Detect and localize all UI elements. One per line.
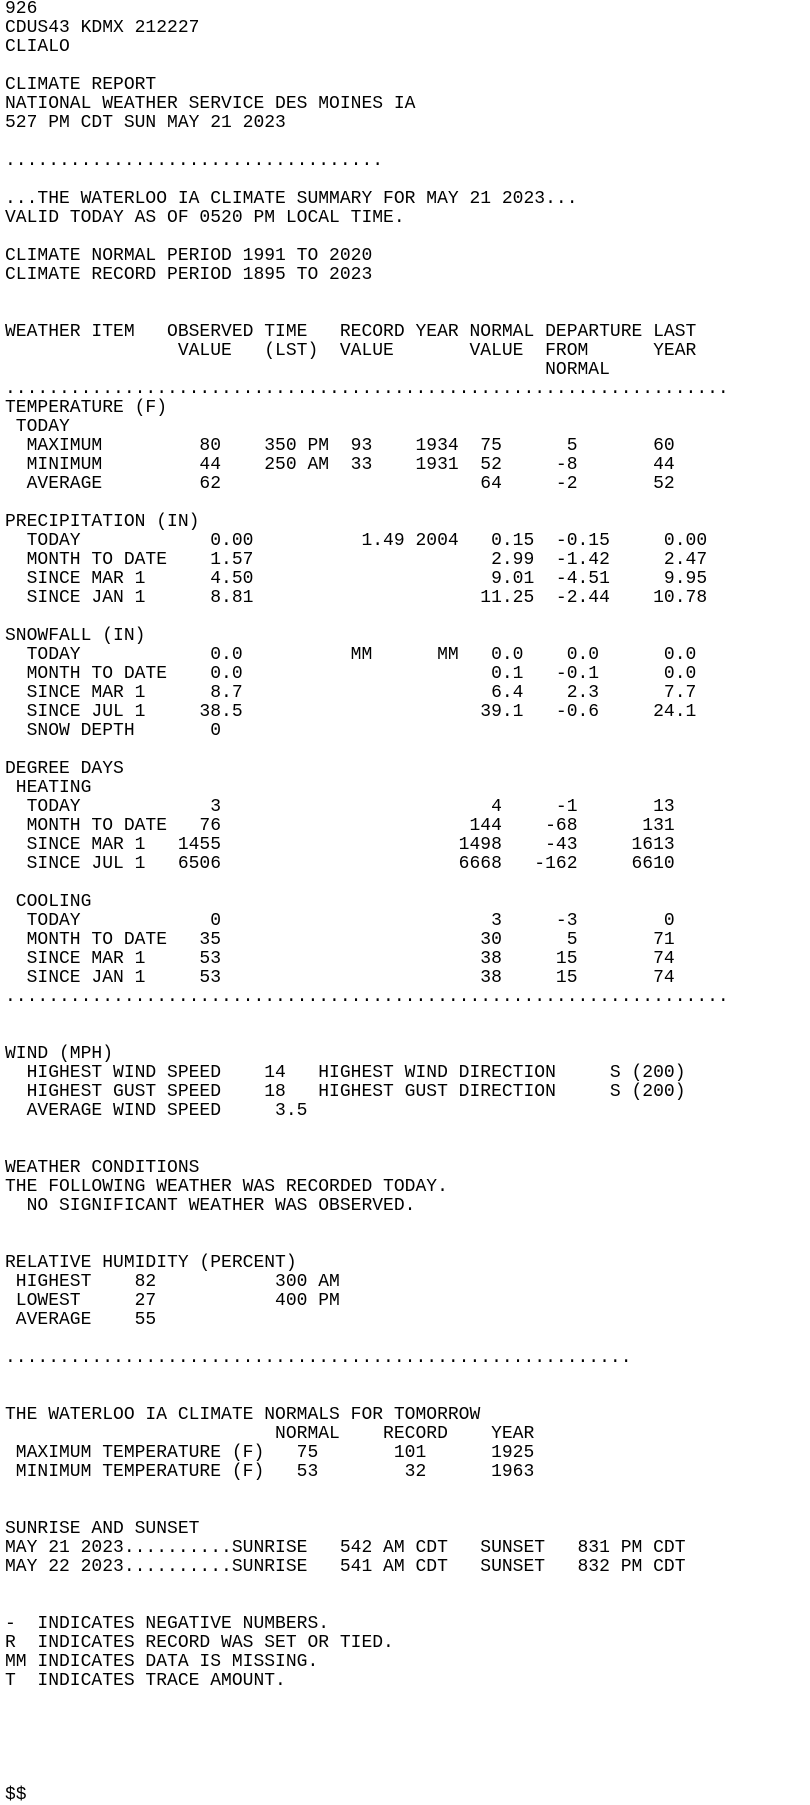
report-line: T INDICATES TRACE AMOUNT. — [5, 1671, 286, 1691]
report-line — [5, 494, 810, 513]
report-line: SINCE MAR 1 1455 1498 -43 1613 — [5, 835, 675, 855]
report-line: SINCE MAR 1 53 38 15 74 — [5, 949, 675, 969]
report-line: SNOW DEPTH 0 — [5, 721, 222, 741]
report-line: MONTH TO DATE 76 144 -68 131 — [5, 816, 675, 836]
report-line: 926 — [5, 0, 38, 19]
report-line: NORMAL RECORD YEAR — [5, 1424, 535, 1444]
report-line: SUNRISE AND SUNSET — [5, 1519, 200, 1539]
report-line: VALUE (LST) VALUE VALUE FROM YEAR — [5, 341, 697, 361]
report-line: COOLING — [5, 892, 92, 912]
report-line: ................................... — [5, 151, 384, 171]
report-line: SINCE MAR 1 8.7 6.4 2.3 7.7 — [5, 683, 697, 703]
report-line: TODAY 0 3 -3 0 — [5, 911, 675, 931]
report-line — [5, 171, 810, 190]
report-line — [5, 1387, 810, 1406]
report-line: AVERAGE WIND SPEED 3.5 — [5, 1101, 308, 1121]
report-line: SINCE MAR 1 4.50 9.01 -4.51 9.95 — [5, 569, 708, 589]
report-line: R INDICATES RECORD WAS SET OR TIED. — [5, 1633, 394, 1653]
report-line — [5, 1235, 810, 1254]
report-line: TODAY — [5, 417, 70, 437]
report-line: AVERAGE 55 — [5, 1310, 157, 1330]
report-line: HIGHEST GUST SPEED 18 HIGHEST GUST DIRECTION S (200) — [5, 1082, 686, 1102]
report-line: NORMAL — [5, 360, 610, 380]
report-line: AVERAGE 62 64 -2 52 — [5, 474, 675, 494]
report-line: HEATING — [5, 778, 92, 798]
report-line — [5, 874, 810, 893]
report-line: THE WATERLOO IA CLIMATE NORMALS FOR TOMORROW — [5, 1405, 481, 1425]
report-line: NO SIGNIFICANT WEATHER WAS OBSERVED. — [5, 1196, 416, 1216]
report-line — [5, 1767, 810, 1786]
report-line: ................................................................... — [5, 379, 729, 399]
report-line — [5, 1026, 810, 1045]
report-line: - INDICATES NEGATIVE NUMBERS. — [5, 1614, 330, 1634]
report-line: PRECIPITATION (IN) — [5, 512, 200, 532]
report-line — [5, 1007, 810, 1026]
report-line — [5, 1501, 810, 1520]
report-line: RELATIVE HUMIDITY (PERCENT) — [5, 1253, 297, 1273]
report-line: NATIONAL WEATHER SERVICE DES MOINES IA — [5, 94, 416, 114]
report-line: WEATHER CONDITIONS — [5, 1158, 200, 1178]
report-line — [5, 1216, 810, 1235]
report-line: VALID TODAY AS OF 0520 PM LOCAL TIME. — [5, 208, 405, 228]
report-line — [5, 1729, 810, 1748]
report-line: CLIMATE RECORD PERIOD 1895 TO 2023 — [5, 265, 373, 285]
report-line: $$ — [5, 1785, 27, 1805]
report-line — [5, 741, 810, 760]
report-line: ................................................................... — [5, 987, 729, 1007]
report-line — [5, 285, 810, 304]
report-line: DEGREE DAYS — [5, 759, 124, 779]
report-line: MINIMUM 44 250 AM 33 1931 52 -8 44 — [5, 455, 675, 475]
report-line — [5, 1482, 810, 1501]
report-line — [5, 1691, 810, 1710]
report-line — [5, 1577, 810, 1596]
report-line — [5, 133, 810, 152]
report-line: .......................................................... — [5, 1348, 632, 1368]
report-line: MONTH TO DATE 0.0 0.1 -0.1 0.0 — [5, 664, 697, 684]
report-line: WEATHER ITEM OBSERVED TIME RECORD YEAR NORMAL DEPARTURE LAST — [5, 322, 697, 342]
report-line — [5, 1330, 810, 1349]
report-line: CLIALO — [5, 37, 70, 57]
report-line — [5, 1368, 810, 1387]
report-line — [5, 608, 810, 627]
report-line: MINIMUM TEMPERATURE (F) 53 32 1963 — [5, 1462, 535, 1482]
report-line: MONTH TO DATE 35 30 5 71 — [5, 930, 675, 950]
report-line: MAXIMUM 80 350 PM 93 1934 75 5 60 — [5, 436, 675, 456]
report-line: TODAY 3 4 -1 13 — [5, 797, 675, 817]
report-line — [5, 1710, 810, 1729]
report-line: WIND (MPH) — [5, 1044, 114, 1064]
report-line: TODAY 0.0 MM MM 0.0 0.0 0.0 — [5, 645, 697, 665]
report-line: SINCE JUL 1 6506 6668 -162 6610 — [5, 854, 675, 874]
report-line: HIGHEST 82 300 AM — [5, 1272, 340, 1292]
report-line: 527 PM CDT SUN MAY 21 2023 — [5, 113, 286, 133]
report-line: TODAY 0.00 1.49 2004 0.15 -0.15 0.00 — [5, 531, 708, 551]
report-line: MAY 21 2023..........SUNRISE 542 AM CDT SUNSET 831 PM CDT — [5, 1538, 686, 1558]
report-line: SINCE JAN 1 53 38 15 74 — [5, 968, 675, 988]
report-line — [5, 1121, 810, 1140]
report-line — [5, 1596, 810, 1615]
report-line — [5, 57, 810, 76]
report-line: THE FOLLOWING WEATHER WAS RECORDED TODAY. — [5, 1177, 448, 1197]
report-line: CLIMATE REPORT — [5, 75, 157, 95]
report-line — [5, 228, 810, 247]
report-line — [5, 304, 810, 323]
report-line: LOWEST 27 400 PM — [5, 1291, 340, 1311]
report-line: ...THE WATERLOO IA CLIMATE SUMMARY FOR MAY 21 2023... — [5, 189, 578, 209]
report-line: TEMPERATURE (F) — [5, 398, 168, 418]
report-line: MAXIMUM TEMPERATURE (F) 75 101 1925 — [5, 1443, 535, 1463]
report-line: SNOWFALL (IN) — [5, 626, 146, 646]
report-line: CDUS43 KDMX 212227 — [5, 18, 200, 38]
report-line — [5, 1748, 810, 1767]
report-line: HIGHEST WIND SPEED 14 HIGHEST WIND DIRECTION S (200) — [5, 1063, 686, 1083]
report-line: SINCE JAN 1 8.81 11.25 -2.44 10.78 — [5, 588, 708, 608]
report-line: MAY 22 2023..........SUNRISE 541 AM CDT SUNSET 832 PM CDT — [5, 1557, 686, 1577]
report-line: CLIMATE NORMAL PERIOD 1991 TO 2020 — [5, 246, 373, 266]
report-line — [5, 1140, 810, 1159]
report-line: SINCE JUL 1 38.5 39.1 -0.6 24.1 — [5, 702, 697, 722]
report-line: MONTH TO DATE 1.57 2.99 -1.42 2.47 — [5, 550, 708, 570]
report-line: MM INDICATES DATA IS MISSING. — [5, 1652, 319, 1672]
